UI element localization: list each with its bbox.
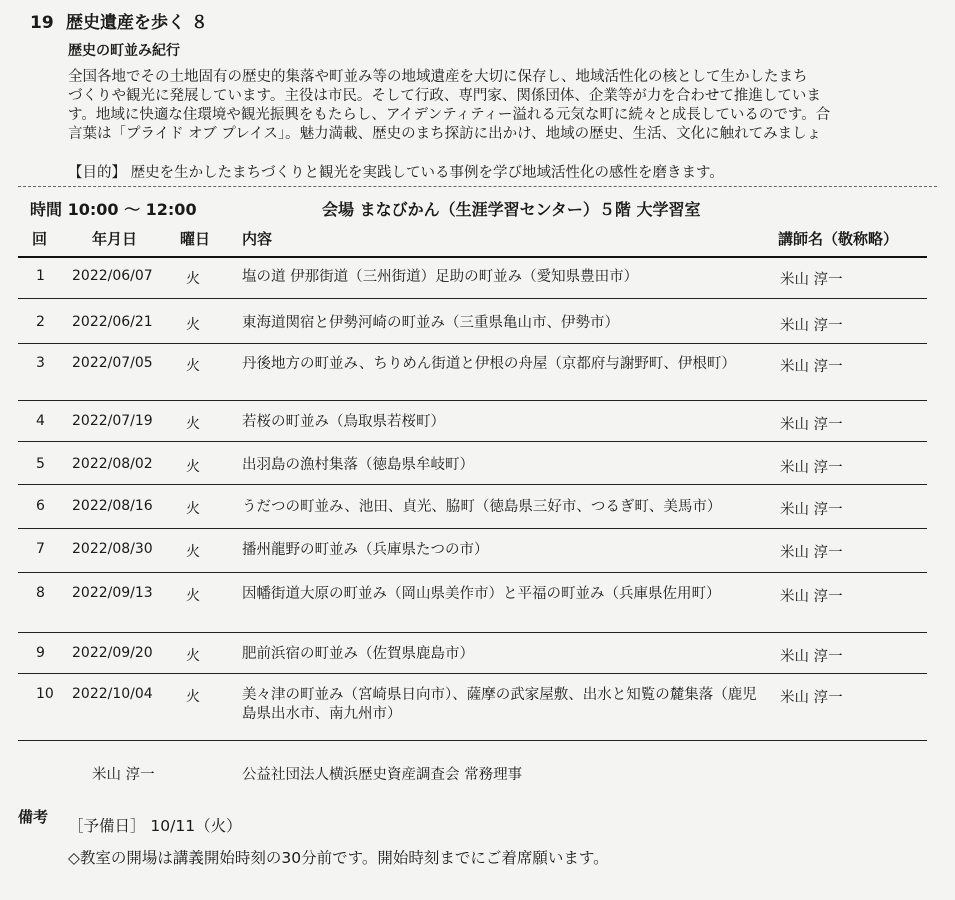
row-lecturer: 米山 淳一 [780,359,843,375]
row-date: 2022/10/04 [72,686,153,702]
dashed-divider [18,186,937,187]
row-content: 出羽島の漁村集落（徳島県牟岐町） [242,457,474,473]
row-content: 美々津の町並み（宮崎県日向市）、薩摩の武家屋敷、出水と知覧の麓集落（鹿児島県出水市、南九州市） [242,687,757,722]
row-no: 3 [36,355,45,371]
row-day: 火 [186,544,200,560]
row-content: 因幡街道大原の町並み（岡山県美作市）と平福の町並み（兵庫県佐用町） [242,586,721,602]
reserve-day: ［予備日］ 10/11（火） [68,817,242,835]
row-no: 10 [36,686,54,702]
header-day: 曜日 [180,230,211,248]
row-lecturer: 米山 淳一 [780,318,843,334]
row-lecturer: 米山 淳一 [780,272,843,288]
row-divider [18,400,927,401]
row-day: 火 [186,648,200,664]
row-date: 2022/07/05 [72,355,153,371]
row-divider [18,298,927,299]
row-divider [18,572,927,573]
row-divider [18,441,927,442]
row-content: うだつの町並み、池田、貞光、脇町（徳島県三好市、つるぎ町、美馬市） [242,499,722,515]
lecturer-profile-name: 米山 淳一 [92,767,155,783]
row-no: 2 [36,314,45,330]
table-header-rule [18,256,927,258]
row-content: 肥前浜宿の町並み（佐賀県鹿島市） [242,646,474,662]
course-purpose: 【目的】 歴史を生かしたまちづくりと観光を実践している事例を学び地域活性化の感性を磨きます。 [68,165,724,181]
row-no: 8 [36,585,45,601]
intro-line: 全国各地でその土地固有の歴史的集落や町並み等の地域遺産を大切に保存し、地域活性化の核として生かしたまち [68,69,808,85]
row-no: 5 [36,456,45,472]
intro-line: 言葉は「プライド オブ プレイス」。魅力満載、歴史のまち探訪に出かけ、地域の歴史、生活、文化に触れてみましょ [68,126,822,142]
row-content: 播州龍野の町並み（兵庫県たつの市） [242,542,489,558]
row-day: 火 [186,588,200,604]
row-day: 火 [186,358,200,374]
row-day: 火 [186,317,200,333]
intro-line: す。地域に快適な住環境や観光振興をもたらし、アイデンティティー溢れる元気な町に続々と成長しているのです。合 [68,107,831,123]
header-lecturer: 講師名（敬称略） [778,230,899,248]
header-no: 回 [32,230,48,248]
row-lecturer: 米山 淳一 [780,545,843,561]
row-content: 丹後地方の町並み、ちりめん街道と伊根の舟屋（京都府与謝野町、伊根町） [242,356,736,372]
course-title [30,8,208,33]
schedule-time: 時間 10:00 ～ 12:00 [30,200,197,219]
row-divider [18,528,927,529]
row-divider [18,343,927,344]
row-day: 火 [186,416,200,432]
row-date: 2022/08/02 [72,456,153,472]
lecturer-profile-affiliation: 公益社団法人横浜歴史資産調査会 常務理事 [242,767,523,783]
row-day: 火 [186,501,200,517]
row-lecturer: 米山 淳一 [780,502,843,518]
row-day: 火 [186,459,200,475]
row-lecturer: 米山 淳一 [780,690,843,706]
course-description [68,68,928,144]
row-date: 2022/09/13 [72,585,153,601]
row-no: 4 [36,413,45,429]
row-day: 火 [186,689,200,705]
header-date: 年月日 [92,230,138,248]
row-date: 2022/06/07 [72,268,153,284]
notes-label: 備考 [18,808,49,826]
row-divider [18,740,927,741]
row-divider [18,673,927,674]
course-subtitle: 歴史の町並み紀行 [68,43,180,59]
course-number: 19 [30,13,54,33]
course-title-text: 歴史遺産を歩く ８ [66,13,208,33]
row-no: 1 [36,268,45,284]
row-day: 火 [186,271,200,287]
row-lecturer: 米山 淳一 [780,460,843,476]
row-lecturer: 米山 淳一 [780,589,843,605]
row-content: 東海道関宿と伊勢河崎の町並み（三重県亀山市、伊勢市） [242,315,619,331]
row-lecturer: 米山 淳一 [780,417,843,433]
row-no: 7 [36,541,45,557]
row-date: 2022/07/19 [72,413,153,429]
row-content: 若桜の町並み（鳥取県若桜町） [242,414,445,430]
header-content: 内容 [242,230,273,248]
row-content: 塩の道 伊那街道（三州街道）足助の町並み（愛知県豊田市） [242,269,639,285]
intro-line: づくりや観光に発展しています。主役は市民。そして行政、専門家、関係団体、企業等が力を合わせて推進していま [68,88,821,104]
row-no: 6 [36,498,45,514]
classroom-notice: ◇教室の開場は講義開始時刻の30分前です。開始時刻までにご着席願います。 [68,849,609,867]
row-date: 2022/08/16 [72,498,153,514]
row-date: 2022/09/20 [72,645,153,661]
schedule-venue: 会場 まなびかん（生涯学習センター）５階 大学習室 [322,200,701,219]
row-divider [18,484,927,485]
row-date: 2022/06/21 [72,314,153,330]
row-lecturer: 米山 淳一 [780,649,843,665]
row-date: 2022/08/30 [72,541,153,557]
row-divider [18,632,927,633]
row-no: 9 [36,645,45,661]
